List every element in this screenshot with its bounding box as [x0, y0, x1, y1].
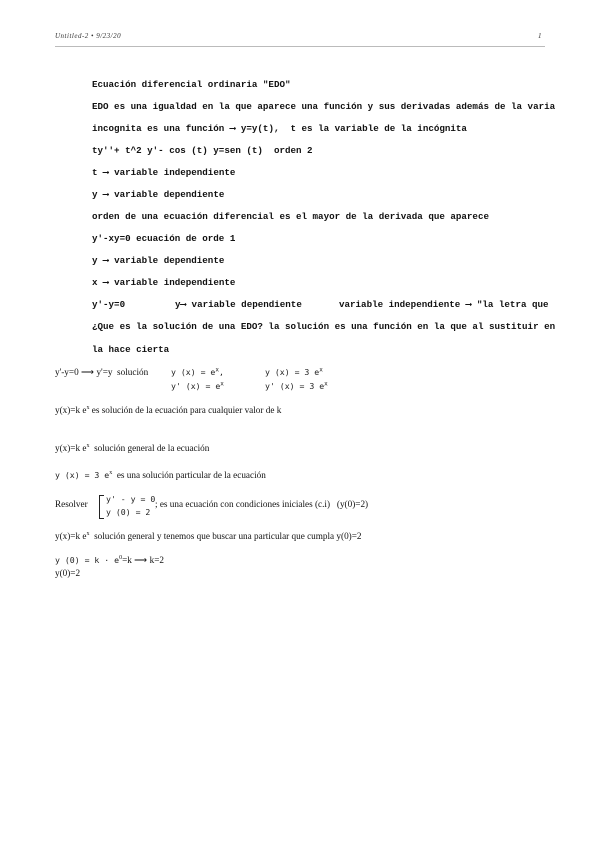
text-line: t ⟶ variable independiente [92, 167, 236, 178]
final-line: y(0)=2 [55, 568, 81, 578]
text-line: y'-y=0 [92, 299, 126, 310]
header-divider [55, 46, 545, 47]
text-line: la hace cierta [92, 344, 170, 355]
text-line: orden de una ecuación diferencial es el mayor de la derivada que aparece [92, 211, 489, 222]
text-line: incognita es una función ⟶ y=y(t), t es la variable de la incógnita [92, 123, 467, 134]
general-solution-line: y(x)=k $e^x$ solución general de la ecuación [55, 442, 210, 453]
general-solution-line-2: y(x)=k $e^x$ solución general y tenemos que buscar una particular que cumpla y(0)=2 [55, 530, 362, 541]
general-k-line: y(x)=k $e^x$ es solución de la ecuación para cualquier valor de k [55, 404, 282, 415]
solution-1: y $(x) = e^x$, [171, 366, 224, 377]
calc-line: y $(0) = k \cdot e^0=k$ ⟶ k=2 [55, 554, 165, 565]
system-description: ; es una ecuación con condiciones iniciales (c.i) (y(0)=2) [155, 499, 369, 509]
system-eq-2: y (0) = 2 [106, 507, 151, 517]
derivative-2: y' (x) = 3 $e^x$ [265, 380, 328, 391]
page-number: 1 [538, 32, 542, 40]
header-filename: Untitled-2 • 9/23/20 [55, 32, 122, 40]
equation-intro: y'-y=0 ⟶ y'=y solución [55, 367, 149, 377]
text-line: EDO es una igualdad en la que aparece una función y sus derivadas además de la varia [92, 101, 556, 112]
particular-solution-line: y (x) = 3 $e^x$ es una solución particular de la ecuación [55, 469, 266, 480]
derivative-1: y' $(x) = e^x$ [171, 380, 224, 391]
text-line: ¿Que es la solución de una EDO? la solución es una función en la que al sustituir en [92, 321, 556, 332]
text-line: y ⟶ variable dependiente [92, 255, 225, 266]
text-line: ty''+ t^2 y'- cos (t) y=sen (t) orden 2 [92, 145, 313, 156]
resolver-label: Resolver [55, 499, 88, 509]
text-line: y'-xy=0 ecuación de orde 1 [92, 233, 236, 244]
solution-2: y (x) = 3 $e^x$ [265, 366, 323, 377]
text-line: y⟶ variable dependiente [175, 299, 302, 310]
text-line: Ecuación diferencial ordinaria "EDO" [92, 79, 291, 90]
text-line: y ⟶ variable dependiente [92, 189, 225, 200]
system-eq-1: y' - y = 0 [106, 494, 156, 504]
system-brace [99, 495, 104, 519]
text-line: variable independiente ⟶ "la letra que [339, 299, 549, 310]
text-line: x ⟶ variable independiente [92, 277, 236, 288]
